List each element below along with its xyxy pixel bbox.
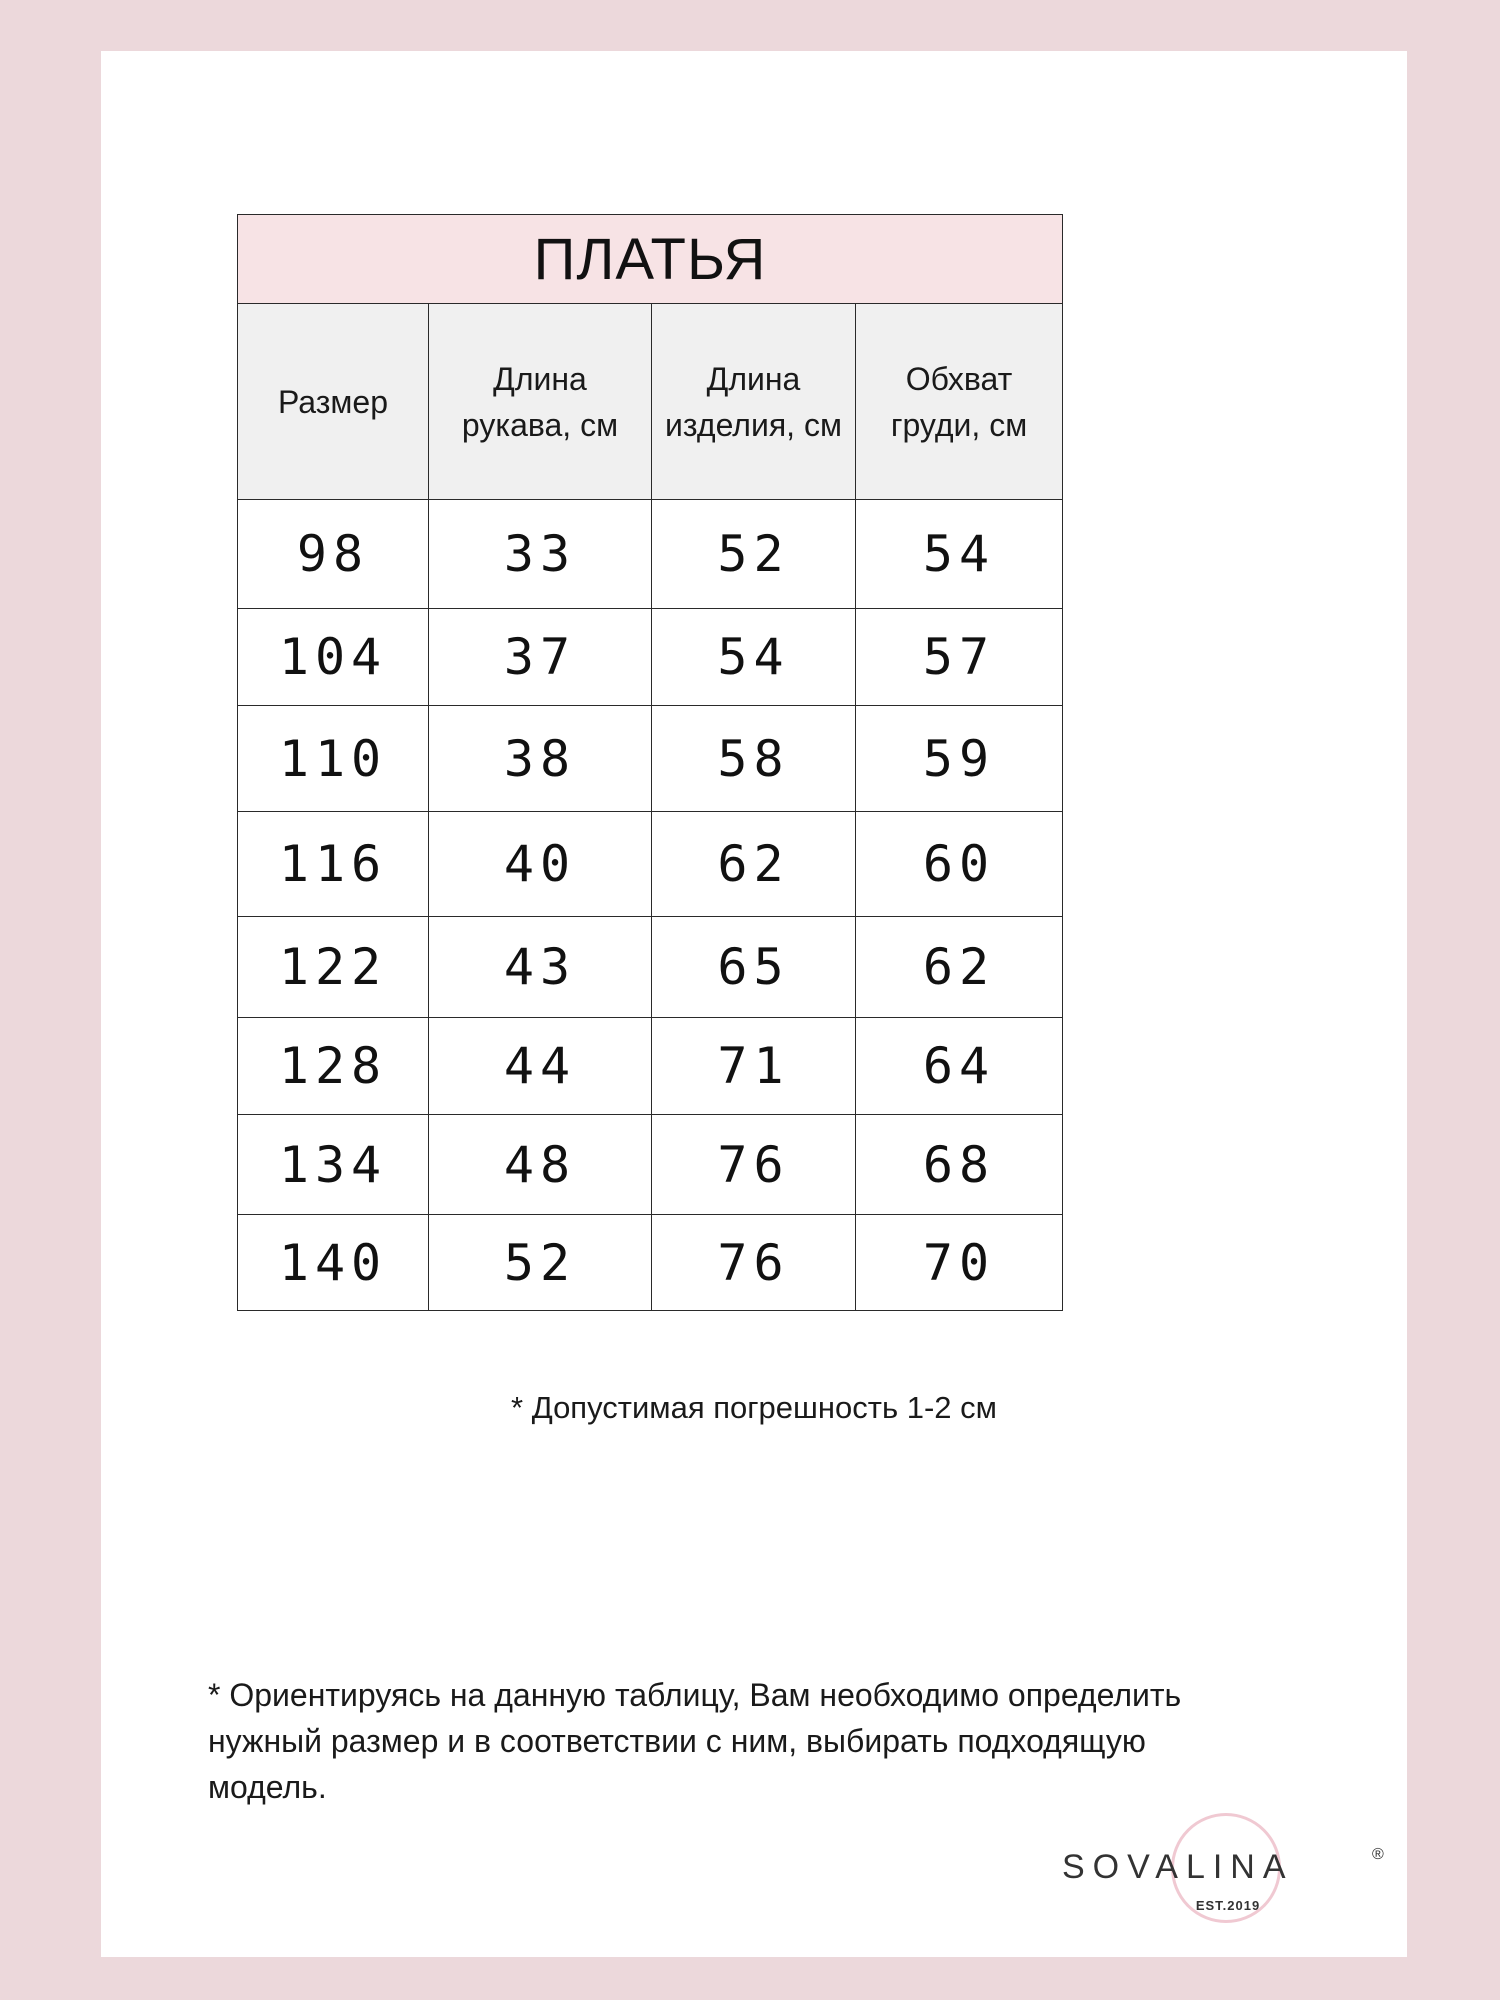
- cell-garment-length: 76: [652, 1215, 856, 1311]
- table-row: [238, 500, 1063, 609]
- cell-chest-girth: 62: [856, 917, 1063, 1018]
- brand-logo: [1060, 1808, 1390, 1928]
- table-title-row: [238, 215, 1063, 304]
- header-sleeve-length-line-2: рукава, см: [461, 406, 619, 443]
- header-size: [238, 304, 429, 500]
- cell-garment-length: 52: [652, 500, 856, 609]
- cell-garment-length: 65: [652, 917, 856, 1018]
- header-sleeve-length: [429, 304, 652, 500]
- table-header-row: [238, 304, 1063, 500]
- cell-size: 98: [238, 500, 429, 609]
- cell-garment-length: 71: [652, 1018, 856, 1115]
- tolerance-note: * Допустимая погрешность 1-2 см: [511, 1390, 997, 1425]
- header-size-line: Размер: [278, 383, 388, 420]
- cell-size: 134: [238, 1115, 429, 1215]
- cell-garment-length: 62: [652, 812, 856, 917]
- table-row: [238, 706, 1063, 812]
- cell-chest-girth: 70: [856, 1215, 1063, 1311]
- cell-chest-girth: 54: [856, 500, 1063, 609]
- cell-sleeve-length: 38: [429, 706, 652, 812]
- logo-est: EST.2019: [1195, 1898, 1261, 1913]
- header-sleeve-length-line-1: Длина: [493, 360, 587, 397]
- cell-sleeve-length: 40: [429, 812, 652, 917]
- cell-sleeve-length: 48: [429, 1115, 652, 1215]
- cell-chest-girth: 57: [856, 609, 1063, 706]
- cell-size: 140: [238, 1215, 429, 1311]
- cell-sleeve-length: 44: [429, 1018, 652, 1115]
- cell-garment-length: 54: [652, 609, 856, 706]
- cell-chest-girth: 60: [856, 812, 1063, 917]
- table-row: [238, 1018, 1063, 1115]
- cell-size: 116: [238, 812, 429, 917]
- cell-garment-length: 58: [652, 706, 856, 812]
- header-garment-length-line-1: Длина: [706, 360, 801, 397]
- instruction-note: [208, 1672, 1348, 1810]
- cell-size: 122: [238, 917, 429, 1018]
- header-chest-girth-line-1: Обхват: [905, 360, 1013, 397]
- header-chest-girth: [856, 304, 1063, 500]
- table-row: [238, 1115, 1063, 1215]
- header-garment-length-line-2: изделия, см: [665, 406, 842, 443]
- logo-name: SOVALINA: [1062, 1848, 1294, 1886]
- table-row: [238, 609, 1063, 706]
- cell-sleeve-length: 43: [429, 917, 652, 1018]
- size-chart-table: [237, 214, 1063, 1311]
- cell-sleeve-length: 33: [429, 500, 652, 609]
- cell-size: 110: [238, 706, 429, 812]
- table-row: [238, 1215, 1063, 1311]
- table-row: [238, 917, 1063, 1018]
- cell-size: 104: [238, 609, 429, 706]
- cell-chest-girth: 64: [856, 1018, 1063, 1115]
- cell-garment-length: 76: [652, 1115, 856, 1215]
- instruction-line-2: нужный размер и в соответствии с ним, выбирать подходящую: [208, 1723, 1146, 1759]
- instruction-line-1: * Ориентируясь на данную таблицу, Вам необходимо определить: [208, 1677, 1182, 1713]
- cell-sleeve-length: 52: [429, 1215, 652, 1311]
- cell-size: 128: [238, 1018, 429, 1115]
- registered-mark: ®: [1372, 1846, 1384, 1863]
- cell-chest-girth: 59: [856, 706, 1063, 812]
- cell-chest-girth: 68: [856, 1115, 1063, 1215]
- table-row: [238, 812, 1063, 917]
- header-chest-girth-line-2: груди, см: [890, 406, 1028, 443]
- cell-sleeve-length: 37: [429, 609, 652, 706]
- instruction-line-3: модель.: [208, 1769, 327, 1805]
- header-garment-length: [652, 304, 856, 500]
- table-title: ПЛАТЬЯ: [238, 215, 1063, 304]
